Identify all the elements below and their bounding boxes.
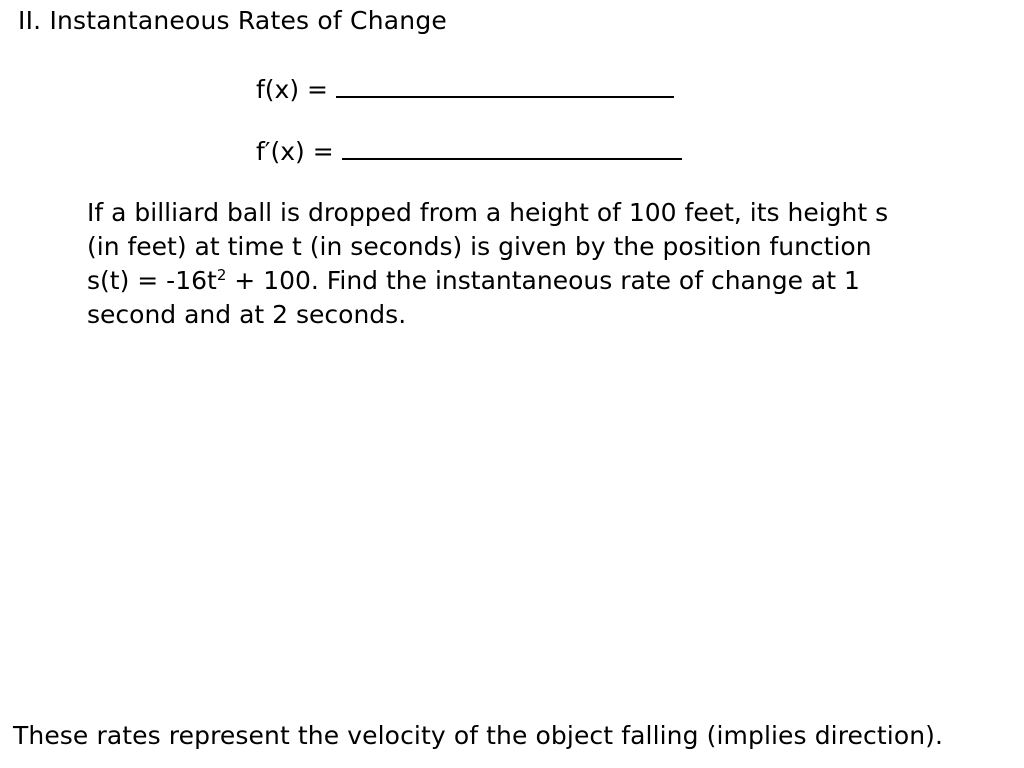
footer-note: These rates represent the velocity of the object falling (implies direction). (13, 721, 944, 750)
problem-line-1: If a billiard ball is dropped from a height of 100 feet, its height s (87, 198, 889, 227)
position-function-start: s(t) = -16t (87, 266, 217, 295)
problem-line-2: (in feet) at time t (in seconds) is given by the position function (87, 232, 872, 261)
slide-title: II. Instantaneous Rates of Change (18, 6, 447, 35)
fx-answer-blank (336, 74, 674, 98)
problem-line-3 (87, 264, 987, 298)
position-function-end: + 100. Find the instantaneous rate of change at 1 (226, 266, 860, 295)
fx-label: f(x) = (256, 75, 328, 104)
exponent: 2 (216, 266, 227, 284)
problem-statement (87, 196, 987, 332)
fprime-label: f′(x) = (256, 137, 334, 166)
fprime-answer-blank (342, 136, 682, 160)
fprime-blank-line (256, 136, 682, 166)
fx-blank-line (256, 74, 674, 104)
problem-line-4: second and at 2 seconds. (87, 300, 407, 329)
